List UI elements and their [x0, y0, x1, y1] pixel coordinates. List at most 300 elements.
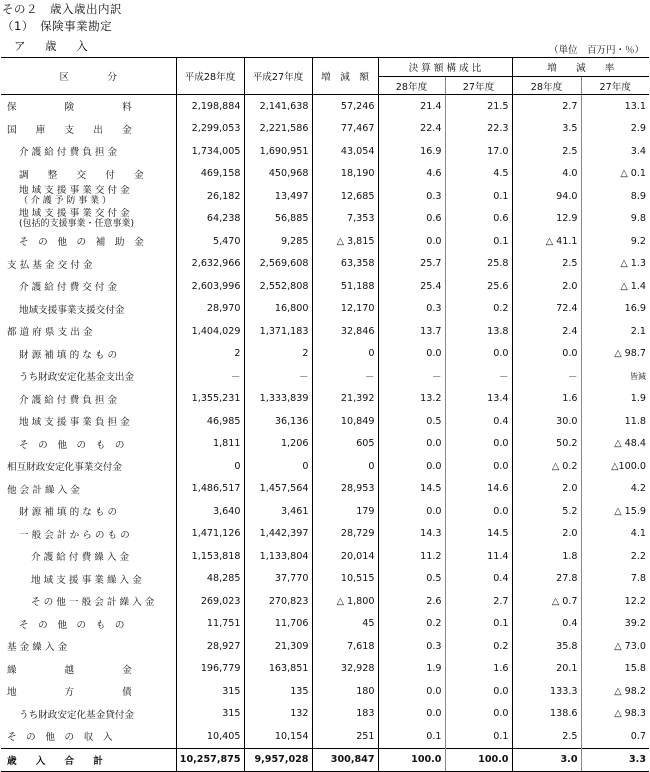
value-fy27: 270,823: [244, 590, 312, 613]
value-fy28: 64,238: [176, 208, 244, 231]
value-fy28: 196,779: [176, 658, 244, 681]
row-label: [1, 658, 176, 681]
row-label-text: 歳 入 合 計: [7, 755, 103, 767]
table-row: [1, 140, 649, 163]
row-label: [1, 140, 176, 163]
change-rate-fy28: 35.8: [512, 635, 581, 658]
value-fy28: 315: [176, 680, 244, 703]
composition-fy27: 1.6: [445, 658, 512, 681]
change-rate-fy27: 3.3: [581, 748, 649, 772]
composition-fy28: 13.7: [378, 320, 445, 343]
value-fy27: 3,461: [244, 500, 312, 523]
row-label: [1, 568, 176, 591]
row-label: [1, 590, 176, 613]
change-rate-fy27: △ 1.3: [581, 253, 649, 276]
change-rate-fy27: △ 98.7: [581, 343, 649, 366]
row-label: [1, 253, 176, 276]
value-difference: 10,515: [312, 568, 378, 591]
row-label-text: そ の 他 一 般 会 計 繰 入 金: [31, 597, 155, 609]
change-rate-fy28: －: [512, 365, 581, 388]
change-rate-fy27: △ 0.1: [581, 163, 649, 186]
table-row: [1, 613, 649, 636]
row-label-text: 支 払 基 金 交 付 金: [7, 259, 93, 271]
row-label: [1, 343, 176, 366]
table-row: [1, 455, 649, 478]
composition-fy28: 21.4: [378, 95, 445, 118]
value-fy27: 16,800: [244, 298, 312, 321]
change-rate-fy27: 皆減: [581, 365, 649, 388]
table-row: [1, 320, 649, 343]
change-rate-fy27: △ 1.4: [581, 275, 649, 298]
change-rate-fy27: 39.2: [581, 613, 649, 636]
change-rate-fy28: 0.4: [512, 613, 581, 636]
value-fy27: 2,141,638: [244, 95, 312, 118]
value-fy27: 9,957,028: [244, 748, 312, 772]
value-fy28: 1,734,005: [176, 140, 244, 163]
value-fy27: －: [244, 365, 312, 388]
header-category: 区 分: [1, 58, 176, 95]
composition-fy28: 0.0: [378, 680, 445, 703]
change-rate-fy28: 2.0: [512, 523, 581, 546]
row-label-text: 地 域 支 援 事 業 負 担 金: [19, 417, 130, 429]
change-rate-fy28: 2.0: [512, 275, 581, 298]
composition-fy27: 0.4: [445, 568, 512, 591]
table-row: [1, 680, 649, 703]
value-difference: 51,188: [312, 275, 378, 298]
header-composition-fy28: 28年度: [378, 77, 445, 95]
value-fy28: 315: [176, 703, 244, 726]
row-label-text: 地 域 支 援 事 業 交 付 金: [19, 207, 130, 219]
row-label-text: 国 庫 支 出 金: [7, 124, 132, 136]
header-change-rate: 増 減 率: [512, 58, 649, 77]
composition-fy28: 0.0: [378, 500, 445, 523]
composition-fy28: 1.9: [378, 658, 445, 681]
change-rate-fy28: 27.8: [512, 568, 581, 591]
value-fy28: 48,285: [176, 568, 244, 591]
table-row: [1, 388, 649, 411]
change-rate-fy28: 0.0: [512, 343, 581, 366]
header-rate-fy28: 28年度: [512, 77, 581, 95]
change-rate-fy27: 7.8: [581, 568, 649, 591]
table-row: [1, 208, 649, 231]
composition-fy27: 14.5: [445, 523, 512, 546]
table-row: [1, 590, 649, 613]
value-difference: 7,353: [312, 208, 378, 231]
change-rate-fy28: 1.8: [512, 545, 581, 568]
value-fy28: 1,486,517: [176, 478, 244, 501]
value-difference: 605: [312, 433, 378, 456]
change-rate-fy28: 20.1: [512, 658, 581, 681]
table-row: [1, 500, 649, 523]
value-fy27: 11,706: [244, 613, 312, 636]
row-label-text: 地 方 債: [7, 687, 132, 699]
table-row: [1, 433, 649, 456]
composition-fy27: 0.0: [445, 680, 512, 703]
change-rate-fy27: 13.1: [581, 95, 649, 118]
value-difference: 0: [312, 455, 378, 478]
value-fy28: 1,404,029: [176, 320, 244, 343]
table-row: [1, 365, 649, 388]
value-difference: 57,246: [312, 95, 378, 118]
section-title: その２ 歳入歳出内訳: [2, 2, 122, 16]
header-fy28: 平成28年度: [176, 58, 244, 95]
row-label: [1, 455, 176, 478]
table-row: [1, 478, 649, 501]
change-rate-fy28: 4.0: [512, 163, 581, 186]
composition-fy27: 0.2: [445, 298, 512, 321]
value-fy28: 46,985: [176, 410, 244, 433]
value-fy28: 26,182: [176, 185, 244, 208]
value-fy27: 1,333,839: [244, 388, 312, 411]
value-difference: 43,054: [312, 140, 378, 163]
row-label-text: 保 険 料: [7, 102, 132, 114]
row-label-text: 相互財政安定化事業交付金: [7, 462, 123, 474]
value-fy27: 450,968: [244, 163, 312, 186]
value-fy28: 1,811: [176, 433, 244, 456]
composition-fy27: 0.0: [445, 500, 512, 523]
value-fy27: 13,497: [244, 185, 312, 208]
row-label: [1, 635, 176, 658]
value-fy27: 0: [244, 455, 312, 478]
composition-fy28: 0.3: [378, 185, 445, 208]
header-composition: 決 算 額 構 成 比: [378, 58, 512, 77]
change-rate-fy27: △ 73.0: [581, 635, 649, 658]
subsection-title: ア 歳 入: [14, 39, 96, 53]
row-label-text: そ の 他 の も の: [19, 619, 125, 631]
change-rate-fy27: 9.2: [581, 230, 649, 253]
row-label-text: 地 域 支 援 事 業 交 付 金: [19, 185, 130, 197]
value-fy28: －: [176, 365, 244, 388]
table-row: [1, 658, 649, 681]
composition-fy27: 0.0: [445, 433, 512, 456]
composition-fy28: 25.7: [378, 253, 445, 276]
change-rate-fy28: 1.6: [512, 388, 581, 411]
table-row: [1, 725, 649, 748]
composition-fy27: 0.1: [445, 725, 512, 748]
composition-fy28: 14.5: [378, 478, 445, 501]
change-rate-fy27: 15.8: [581, 658, 649, 681]
row-label: [1, 95, 176, 118]
composition-fy27: 22.3: [445, 118, 512, 141]
row-label-text: 財 源 補 填 的 な も の: [19, 507, 118, 519]
change-rate-fy28: 2.0: [512, 478, 581, 501]
value-fy27: 1,690,951: [244, 140, 312, 163]
row-label: [1, 230, 176, 253]
value-fy28: 2,198,884: [176, 95, 244, 118]
value-fy27: 163,851: [244, 658, 312, 681]
row-label: [1, 725, 176, 748]
row-label-text: 基 金 繰 入 金: [7, 642, 68, 654]
value-fy28: 11,751: [176, 613, 244, 636]
change-rate-fy27: 4.2: [581, 478, 649, 501]
value-fy28: 1,355,231: [176, 388, 244, 411]
change-rate-fy28: 2.7: [512, 95, 581, 118]
table-body: [1, 95, 649, 772]
change-rate-fy27: 9.8: [581, 208, 649, 231]
table-row: [1, 568, 649, 591]
composition-fy27: 21.5: [445, 95, 512, 118]
table-row: [1, 118, 649, 141]
composition-fy28: 0.2: [378, 613, 445, 636]
change-rate-fy27: 2.1: [581, 320, 649, 343]
unit-note: （単位 百万円・％）: [548, 45, 644, 56]
row-label-text: そ の 他 の 収 入: [7, 732, 113, 744]
composition-fy27: －: [445, 365, 512, 388]
value-difference: 251: [312, 725, 378, 748]
change-rate-fy27: 1.9: [581, 388, 649, 411]
composition-fy27: 11.4: [445, 545, 512, 568]
composition-fy27: 0.2: [445, 635, 512, 658]
row-label-text: そ の 他 の 補 助 金: [19, 237, 144, 249]
change-rate-fy28: 2.5: [512, 253, 581, 276]
change-rate-fy28: 72.4: [512, 298, 581, 321]
value-difference: 12,685: [312, 185, 378, 208]
row-label-text: うち財政安定化基金支出金: [19, 372, 135, 384]
table-row: [1, 95, 649, 118]
change-rate-fy28: △ 41.1: [512, 230, 581, 253]
row-label: [1, 208, 176, 231]
value-difference: 12,170: [312, 298, 378, 321]
value-difference: 300,847: [312, 748, 378, 772]
value-difference: 28,953: [312, 478, 378, 501]
change-rate-fy28: △ 0.2: [512, 455, 581, 478]
value-difference: 45: [312, 613, 378, 636]
change-rate-fy28: 30.0: [512, 410, 581, 433]
change-rate-fy28: 2.5: [512, 725, 581, 748]
value-fy27: 132: [244, 703, 312, 726]
row-label: [1, 320, 176, 343]
revenue-table: [1, 57, 649, 772]
change-rate-fy27: △ 98.2: [581, 680, 649, 703]
value-fy27: 36,136: [244, 410, 312, 433]
row-label: [1, 410, 176, 433]
table-row: [1, 185, 649, 208]
value-fy27: 2,221,586: [244, 118, 312, 141]
table-row: [1, 343, 649, 366]
row-label-text: 介 護 給 付 費 繰 入 金: [31, 552, 130, 564]
table-row: [1, 163, 649, 186]
value-difference: 28,729: [312, 523, 378, 546]
composition-fy27: 0.4: [445, 410, 512, 433]
row-label-text: 都 道 府 県 支 出 金: [7, 327, 93, 339]
composition-fy27: 25.8: [445, 253, 512, 276]
table-row: [1, 253, 649, 276]
row-label-text: うち財政安定化基金貸付金: [19, 709, 135, 721]
row-label: [1, 365, 176, 388]
value-fy28: 28,970: [176, 298, 244, 321]
table-row: [1, 275, 649, 298]
composition-fy27: 2.7: [445, 590, 512, 613]
composition-fy28: 0.6: [378, 208, 445, 231]
composition-fy27: 13.8: [445, 320, 512, 343]
header-difference: 増 減 額: [312, 58, 378, 95]
value-fy28: 2: [176, 343, 244, 366]
value-fy27: 2,552,808: [244, 275, 312, 298]
value-fy28: 10,405: [176, 725, 244, 748]
change-rate-fy27: 3.4: [581, 140, 649, 163]
composition-fy27: 0.1: [445, 230, 512, 253]
change-rate-fy28: 5.2: [512, 500, 581, 523]
change-rate-fy28: △ 0.7: [512, 590, 581, 613]
table-row: [1, 298, 649, 321]
change-rate-fy27: 16.9: [581, 298, 649, 321]
value-fy28: 3,640: [176, 500, 244, 523]
table-row: [1, 410, 649, 433]
row-label: [1, 433, 176, 456]
change-rate-fy27: 12.2: [581, 590, 649, 613]
change-rate-fy27: △ 98.3: [581, 703, 649, 726]
composition-fy28: 0.0: [378, 703, 445, 726]
value-fy27: 9,285: [244, 230, 312, 253]
composition-fy28: 25.4: [378, 275, 445, 298]
header-rate-fy27: 27年度: [581, 77, 649, 95]
value-difference: 20,014: [312, 545, 378, 568]
value-difference: 10,849: [312, 410, 378, 433]
table-row: [1, 545, 649, 568]
table-row: [1, 230, 649, 253]
composition-fy28: 0.0: [378, 433, 445, 456]
row-label-text: 介 護 給 付 費 負 担 金: [19, 147, 118, 159]
row-label: [1, 613, 176, 636]
row-label-text: 地域支援事業支援交付金: [19, 304, 125, 316]
row-label-text: 繰 越 金: [7, 664, 132, 676]
value-fy27: 1,457,564: [244, 478, 312, 501]
row-label: [1, 478, 176, 501]
change-rate-fy27: 11.8: [581, 410, 649, 433]
change-rate-fy28: 94.0: [512, 185, 581, 208]
change-rate-fy27: △ 15.9: [581, 500, 649, 523]
value-difference: 179: [312, 500, 378, 523]
change-rate-fy28: 50.2: [512, 433, 581, 456]
value-fy28: 1,471,126: [176, 523, 244, 546]
table-row: [1, 635, 649, 658]
value-difference: 180: [312, 680, 378, 703]
composition-fy27: 0.1: [445, 613, 512, 636]
value-fy27: 1,206: [244, 433, 312, 456]
row-label: [1, 275, 176, 298]
composition-fy28: 0.3: [378, 635, 445, 658]
row-label: [1, 388, 176, 411]
row-label: [1, 118, 176, 141]
value-fy28: 469,158: [176, 163, 244, 186]
composition-fy27: 17.0: [445, 140, 512, 163]
change-rate-fy27: 4.1: [581, 523, 649, 546]
value-fy27: 21,309: [244, 635, 312, 658]
composition-fy27: 0.0: [445, 455, 512, 478]
value-fy28: 269,023: [176, 590, 244, 613]
composition-fy28: 0.1: [378, 725, 445, 748]
composition-fy27: 4.5: [445, 163, 512, 186]
row-label: [1, 185, 176, 208]
value-fy28: 0: [176, 455, 244, 478]
value-difference: －: [312, 365, 378, 388]
value-fy28: 10,257,875: [176, 748, 244, 772]
change-rate-fy28: 133.3: [512, 680, 581, 703]
row-label-text: 他 会 計 繰 入 金: [7, 484, 80, 496]
composition-fy28: 0.5: [378, 410, 445, 433]
composition-fy28: 14.3: [378, 523, 445, 546]
value-fy28: 2,632,966: [176, 253, 244, 276]
change-rate-fy28: 3.5: [512, 118, 581, 141]
row-label-text: 介 護 給 付 費 交 付 金: [19, 282, 118, 294]
value-fy27: 1,133,804: [244, 545, 312, 568]
table-row: [1, 703, 649, 726]
composition-fy27: 0.6: [445, 208, 512, 231]
value-fy28: 5,470: [176, 230, 244, 253]
value-difference: 77,467: [312, 118, 378, 141]
value-fy28: 28,927: [176, 635, 244, 658]
change-rate-fy27: △100.0: [581, 455, 649, 478]
row-label-text: そ の 他 の も の: [19, 439, 125, 451]
change-rate-fy28: 2.5: [512, 140, 581, 163]
value-fy27: 135: [244, 680, 312, 703]
change-rate-fy27: 0.7: [581, 725, 649, 748]
composition-fy28: 13.2: [378, 388, 445, 411]
change-rate-fy27: 2.9: [581, 118, 649, 141]
value-difference: 32,928: [312, 658, 378, 681]
value-difference: △ 3,815: [312, 230, 378, 253]
row-label: [1, 163, 176, 186]
value-difference: 183: [312, 703, 378, 726]
composition-fy28: 0.0: [378, 230, 445, 253]
change-rate-fy27: 8.9: [581, 185, 649, 208]
value-difference: 0: [312, 343, 378, 366]
row-label: [1, 298, 176, 321]
composition-fy28: －: [378, 365, 445, 388]
composition-fy27: 14.6: [445, 478, 512, 501]
composition-fy27: 0.1: [445, 185, 512, 208]
composition-fy28: 2.6: [378, 590, 445, 613]
value-difference: 18,190: [312, 163, 378, 186]
composition-fy27: 25.6: [445, 275, 512, 298]
change-rate-fy27: 2.2: [581, 545, 649, 568]
header-composition-fy27: 27年度: [445, 77, 512, 95]
composition-fy27: 0.0: [445, 703, 512, 726]
value-fy28: 1,153,818: [176, 545, 244, 568]
change-rate-fy28: 2.4: [512, 320, 581, 343]
value-fy27: 1,371,183: [244, 320, 312, 343]
composition-fy27: 100.0: [445, 748, 512, 772]
value-fy27: 10,154: [244, 725, 312, 748]
value-fy27: 2: [244, 343, 312, 366]
value-fy27: 56,885: [244, 208, 312, 231]
composition-fy28: 22.4: [378, 118, 445, 141]
row-label-subtext: （ 介 護 予 防 事 業 ）: [19, 196, 112, 207]
composition-fy27: 13.4: [445, 388, 512, 411]
composition-fy28: 16.9: [378, 140, 445, 163]
value-fy27: 37,770: [244, 568, 312, 591]
composition-fy28: 0.0: [378, 455, 445, 478]
table-row: [1, 523, 649, 546]
value-difference: 7,618: [312, 635, 378, 658]
row-label: [1, 523, 176, 546]
row-label: [1, 703, 176, 726]
composition-fy28: 100.0: [378, 748, 445, 772]
row-label-text: 財 源 補 填 的 な も の: [19, 349, 118, 361]
row-label-subtext: (包括的支援事業・任意事業): [19, 218, 135, 229]
row-label-text: 調 整 交 付 金: [19, 169, 144, 181]
change-rate-fy28: 3.0: [512, 748, 581, 772]
value-difference: 63,358: [312, 253, 378, 276]
composition-fy27: 0.0: [445, 343, 512, 366]
row-label: [1, 500, 176, 523]
composition-fy28: 11.2: [378, 545, 445, 568]
row-label: [1, 545, 176, 568]
row-label-text: 地 域 支 援 事 業 繰 入 金: [31, 574, 142, 586]
row-label-text: 介 護 給 付 費 負 担 金: [19, 394, 118, 406]
change-rate-fy28: 12.9: [512, 208, 581, 231]
composition-fy28: 0.5: [378, 568, 445, 591]
